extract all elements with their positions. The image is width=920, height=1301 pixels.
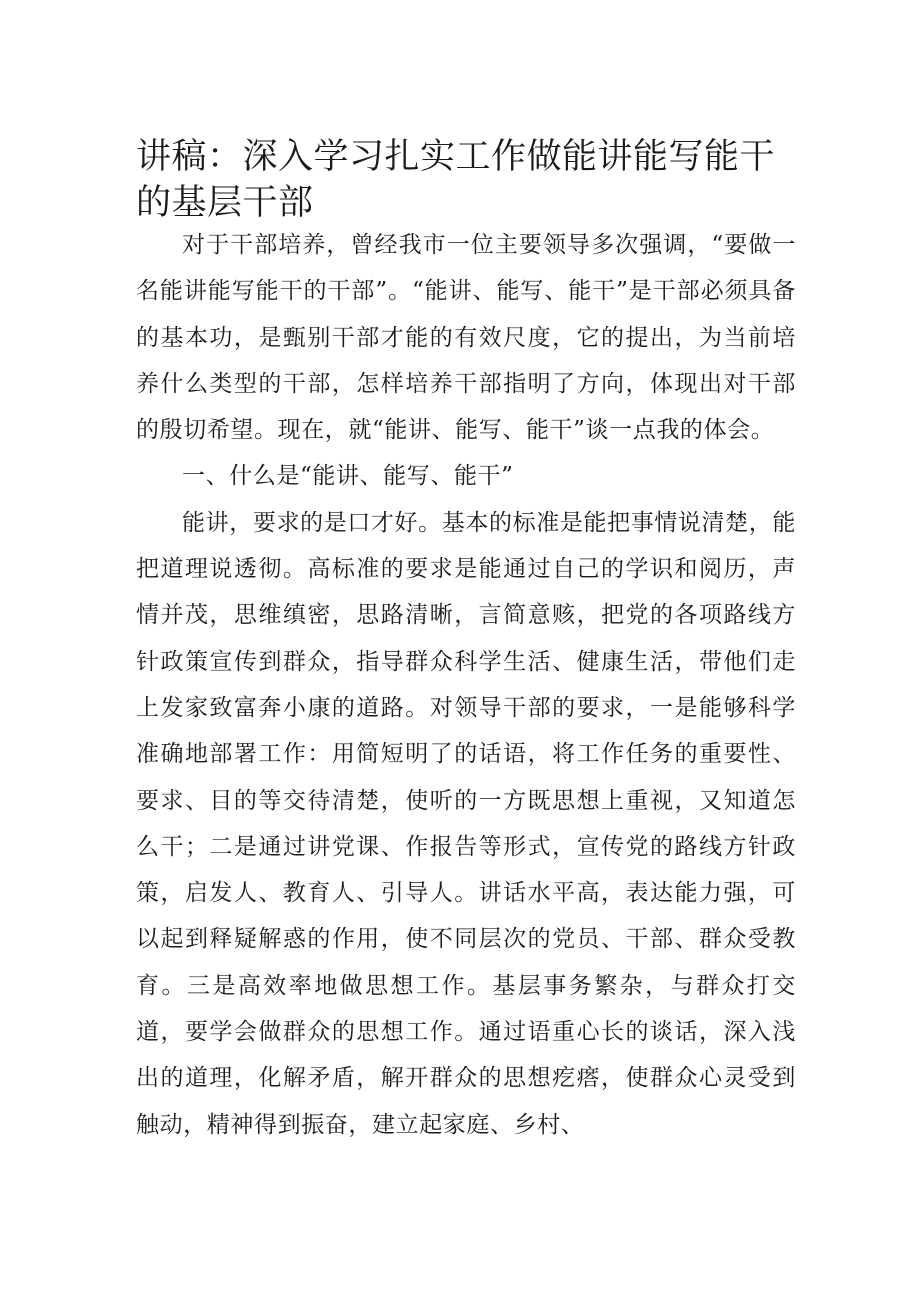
document-body [136, 222, 796, 1148]
document-title: 讲稿：深入学习扎实工作做能讲能写能干的基层干部 [136, 137, 776, 223]
section-heading-1: 一、什么是“能讲、能写、能干” [182, 463, 514, 490]
paragraph-intro: 对于干部培养，曾经我市一位主要领导多次强调，“要做一名能讲能写能干的干部”。“能讲、能写、能干”是干部必须具备的基本功，是甄别干部才能的有效尺度，它的提出，为当前培养什么类型的干部，怎样培养干部指明了方向，体现出对干部的殷切希望。现在，就“能讲、能写、能干”谈一点我的体会。 [136, 232, 796, 444]
paragraph-nengjiang: 能讲，要求的是口才好。基本的标准是能把事情说清楚，能把道理说透彻。高标准的要求是能通过自己的学识和阅历，声情并茂，思维缜密，思路清晰，言简意赅，把党的各项路线方针政策宣传到群众，指导群众科学生活、健康生活，带他们走上发家致富奔小康的道路。对领导干部的要求，一是能够科学准确地部署工作：用简短明了的话语，将工作任务的重要性、要求、目的等交待清楚，使听的一方既思想上重视，又知道怎么干；二是通过讲党课、作报告等形式，宣传党的路线方针政策，启发人、教育人、引导人。讲话水平高，表达能力强，可以起到释疑解惑的作用，使不同层次的党员、干部、群众受教育。三是高效率地做思想工作。基层事务繁杂，与群众打交道，要学会做群众的思想工作。通过语重心长的谈话，深入浅出的道理，化解矛盾，解开群众的思想疙瘩，使群众心灵受到触动，精神得到振奋，建立起家庭、乡村、 [136, 509, 796, 1138]
